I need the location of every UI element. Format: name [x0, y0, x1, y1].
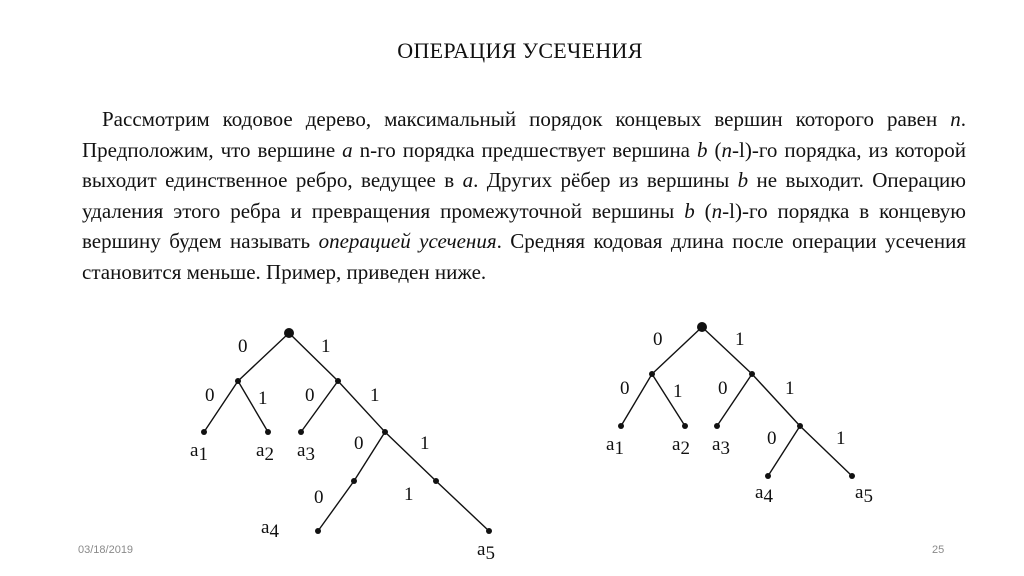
edge-label: 1: [258, 388, 268, 409]
edge-label: 0: [205, 385, 215, 406]
edge-label: 1: [404, 484, 414, 505]
leaf-label-a4: a4: [755, 482, 773, 507]
leaf-node: [714, 423, 720, 429]
leaf-label-a5: a5: [477, 539, 495, 564]
text-run: . Предположим, что вершине: [82, 107, 966, 162]
leaf-label-a3: a3: [297, 440, 315, 465]
leaf-label-a3: a3: [712, 434, 730, 459]
left-tree-leaf-labels: [190, 440, 495, 564]
edge-label: 1: [673, 381, 683, 402]
left-tree-edge-labels: [205, 336, 430, 508]
edge-label: 0: [314, 487, 324, 508]
tree-edge: [436, 481, 489, 531]
leaf-node: [486, 528, 492, 534]
tree-node: [235, 378, 241, 384]
left-code-tree: [204, 333, 489, 531]
slide-number: 25: [932, 544, 945, 556]
var-a: а: [462, 168, 474, 192]
leaf-label-a4: a4: [261, 517, 279, 542]
var-b: b: [737, 168, 749, 192]
slide-title: ОПЕРАЦИЯ УСЕЧЕНИЯ: [397, 38, 643, 63]
edge-label: 0: [718, 378, 728, 399]
right-tree-edge-labels: [620, 329, 846, 449]
leaf-label-a1: a1: [190, 440, 208, 465]
leaf-label-a2: a2: [672, 434, 690, 459]
edge-label: 1: [836, 428, 846, 449]
left-tree-nodes: [201, 328, 492, 534]
var-b: b: [684, 198, 695, 223]
tree-node: [649, 371, 655, 377]
text-run: . Средняя кодовая длина после операции усечения становится меньше. Пример, приведен ниже.: [82, 229, 966, 284]
leaf-node: [265, 429, 271, 435]
tree-edge: [702, 327, 752, 374]
var-n: n: [711, 198, 723, 223]
edge-label: 1: [370, 385, 380, 406]
edge-label: 0: [767, 428, 777, 449]
tree-node: [749, 371, 755, 377]
root-node: [284, 328, 294, 338]
text-run: не выходит. Операцию удаления этого ребра и превращения промежуточной вершины: [82, 168, 966, 223]
tree-edge: [289, 333, 338, 381]
edge-label: 0: [238, 336, 248, 357]
leaf-node: [315, 528, 321, 534]
var-b: b: [697, 137, 708, 162]
edge-label: 1: [321, 336, 331, 357]
edge-label: 1: [420, 433, 430, 454]
text-run: . Других рёбер из вершины: [473, 168, 738, 192]
var-a: а: [342, 137, 353, 162]
text-run: Рассмотрим кодовое дерево, максимальный порядок концевых вершин которого равен: [102, 107, 951, 131]
edge-label: 1: [785, 378, 795, 399]
leaf-node: [682, 423, 688, 429]
leaf-node: [618, 423, 624, 429]
edge-label: 0: [653, 329, 663, 350]
var-n: n: [950, 107, 961, 131]
text-run: (: [694, 198, 712, 223]
text-run: -l)-го порядка в концевую вершину будем называть: [82, 198, 966, 253]
leaf-node: [201, 429, 207, 435]
tree-node: [382, 429, 388, 435]
tree-node: [351, 478, 357, 484]
var-n: n: [721, 137, 733, 162]
edge-label: 0: [305, 385, 315, 406]
root-node: [697, 322, 707, 332]
footer-date: 03/18/2019: [78, 544, 134, 556]
leaf-label-a1: a1: [606, 434, 624, 459]
tree-node: [335, 378, 341, 384]
text-run: (: [707, 137, 722, 162]
edge-label: 0: [620, 378, 630, 399]
term-truncation-operation: операцией усечения: [318, 229, 497, 253]
text-run: n-го порядка предшествует вершина: [352, 137, 698, 162]
leaf-node: [849, 473, 855, 479]
leaf-node: [765, 473, 771, 479]
edge-label: 0: [354, 433, 364, 454]
leaf-label-a5: a5: [855, 482, 873, 507]
right-tree-leaf-labels: [606, 434, 873, 507]
leaf-node: [298, 429, 304, 435]
tree-node: [797, 423, 803, 429]
tree-node: [433, 478, 439, 484]
edge-label: 1: [735, 329, 745, 350]
leaf-label-a2: a2: [256, 440, 274, 465]
text-run: -l)-го порядка, из которой выходит единственное ребро, ведущее в: [82, 137, 966, 192]
